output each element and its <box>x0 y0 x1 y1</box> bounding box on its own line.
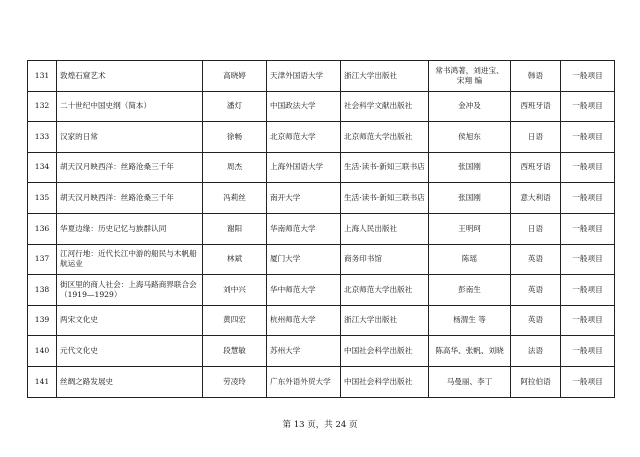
original-author: 金冲及 <box>429 91 511 122</box>
table-row <box>28 244 615 275</box>
institution: 厦门大学 <box>267 244 341 275</box>
book-title: 胡天汉月映西洋：丝路沧桑三千年 <box>57 152 203 183</box>
book-title: 两宋文化史 <box>57 305 203 336</box>
row-number: 133 <box>28 122 57 153</box>
publisher: 生活·读书·新知三联书店 <box>341 152 429 183</box>
table-row <box>28 213 615 244</box>
row-number: 141 <box>28 366 57 397</box>
row-number: 134 <box>28 152 57 183</box>
table-row <box>28 152 615 183</box>
institution: 天津外国语大学 <box>267 61 341 92</box>
project-type: 一般项目 <box>561 183 615 214</box>
original-author: 侯旭东 <box>429 122 511 153</box>
row-number: 140 <box>28 336 57 367</box>
row-number: 135 <box>28 183 57 214</box>
project-type: 一般项目 <box>561 336 615 367</box>
publisher: 北京师范大学出版社 <box>341 275 429 306</box>
person-name: 高晓婷 <box>203 61 267 92</box>
project-type: 一般项目 <box>561 61 615 92</box>
publisher: 北京师范大学出版社 <box>341 122 429 153</box>
institution: 南开大学 <box>267 183 341 214</box>
person-name: 劳凌玲 <box>203 366 267 397</box>
row-number: 132 <box>28 91 57 122</box>
project-type: 一般项目 <box>561 152 615 183</box>
project-type: 一般项目 <box>561 122 615 153</box>
table-row <box>28 122 615 153</box>
institution: 华南师范大学 <box>267 213 341 244</box>
target-language: 英语 <box>511 305 561 336</box>
person-name: 徐畅 <box>203 122 267 153</box>
target-language: 英语 <box>511 275 561 306</box>
original-author: 马曼丽、李丁 <box>429 366 511 397</box>
publisher: 浙江大学出版社 <box>341 305 429 336</box>
person-name: 刘中兴 <box>203 275 267 306</box>
project-type: 一般项目 <box>561 91 615 122</box>
project-type: 一般项目 <box>561 366 615 397</box>
publisher: 商务印书馆 <box>341 244 429 275</box>
original-author: 彭南生 <box>429 275 511 306</box>
book-title: 江河行地：近代长江中游的船民与木帆船航运业 <box>57 244 203 275</box>
project-type: 一般项目 <box>561 275 615 306</box>
institution: 苏州大学 <box>267 336 341 367</box>
target-language: 韩语 <box>511 61 561 92</box>
target-language: 日语 <box>511 122 561 153</box>
project-type: 一般项目 <box>561 305 615 336</box>
target-language: 英语 <box>511 244 561 275</box>
person-name: 冯莉丝 <box>203 183 267 214</box>
book-title: 汉家的日常 <box>57 122 203 153</box>
table-row <box>28 336 615 367</box>
book-title: 街区里的商人社会：上海马路商界联合会（1919—1929） <box>57 275 203 306</box>
table-row <box>28 183 615 214</box>
table-row <box>28 91 615 122</box>
original-author: 陈瑶 <box>429 244 511 275</box>
page-number-footer: 第 13 页，共 24 页 <box>282 420 358 430</box>
institution: 北京师范大学 <box>267 122 341 153</box>
person-name: 周杰 <box>203 152 267 183</box>
publisher: 中国社会科学出版社 <box>341 336 429 367</box>
institution: 广东外语外贸大学 <box>267 366 341 397</box>
table-row <box>28 275 615 306</box>
publisher: 上海人民出版社 <box>341 213 429 244</box>
book-title: 元代文化史 <box>57 336 203 367</box>
row-number: 137 <box>28 244 57 275</box>
original-author: 杨渭生 等 <box>429 305 511 336</box>
book-title: 华夏边缘：历史记忆与族群认同 <box>57 213 203 244</box>
original-author: 陈高华、张帆、刘晓 <box>429 336 511 367</box>
publisher: 生活·读书·新知三联书店 <box>341 183 429 214</box>
original-author: 张国刚 <box>429 183 511 214</box>
project-type: 一般项目 <box>561 213 615 244</box>
row-number: 138 <box>28 275 57 306</box>
table-row <box>28 305 615 336</box>
book-title: 丝绸之路发展史 <box>57 366 203 397</box>
original-author: 常书鸿著，刘进宝、宋翔 编 <box>429 61 511 92</box>
table-row <box>28 366 615 397</box>
book-title: 胡天汉月映西洋：丝路沧桑三千年 <box>57 183 203 214</box>
book-title: 敦煌石窟艺术 <box>57 61 203 92</box>
person-name: 谢阳 <box>203 213 267 244</box>
institution: 上海外国语大学 <box>267 152 341 183</box>
project-type: 一般项目 <box>561 244 615 275</box>
publisher: 社会科学文献出版社 <box>341 91 429 122</box>
institution: 杭州师范大学 <box>267 305 341 336</box>
institution: 中国政法大学 <box>267 91 341 122</box>
target-language: 意大利语 <box>511 183 561 214</box>
project-table <box>27 60 615 398</box>
row-number: 131 <box>28 61 57 92</box>
book-title: 二十世纪中国史纲（简本） <box>57 91 203 122</box>
person-name: 黄四宏 <box>203 305 267 336</box>
table-body <box>28 61 615 398</box>
original-author: 张国刚 <box>429 152 511 183</box>
target-language: 阿拉伯语 <box>511 366 561 397</box>
original-author: 王明珂 <box>429 213 511 244</box>
institution: 华中师范大学 <box>267 275 341 306</box>
row-number: 139 <box>28 305 57 336</box>
target-language: 西班牙语 <box>511 152 561 183</box>
row-number: 136 <box>28 213 57 244</box>
person-name: 林斌 <box>203 244 267 275</box>
target-language: 日语 <box>511 213 561 244</box>
person-name: 潘灯 <box>203 91 267 122</box>
table-row <box>28 61 615 92</box>
target-language: 法语 <box>511 336 561 367</box>
person-name: 段慧敏 <box>203 336 267 367</box>
publisher: 中国社会科学出版社 <box>341 366 429 397</box>
target-language: 西班牙语 <box>511 91 561 122</box>
publisher: 浙江大学出版社 <box>341 61 429 92</box>
